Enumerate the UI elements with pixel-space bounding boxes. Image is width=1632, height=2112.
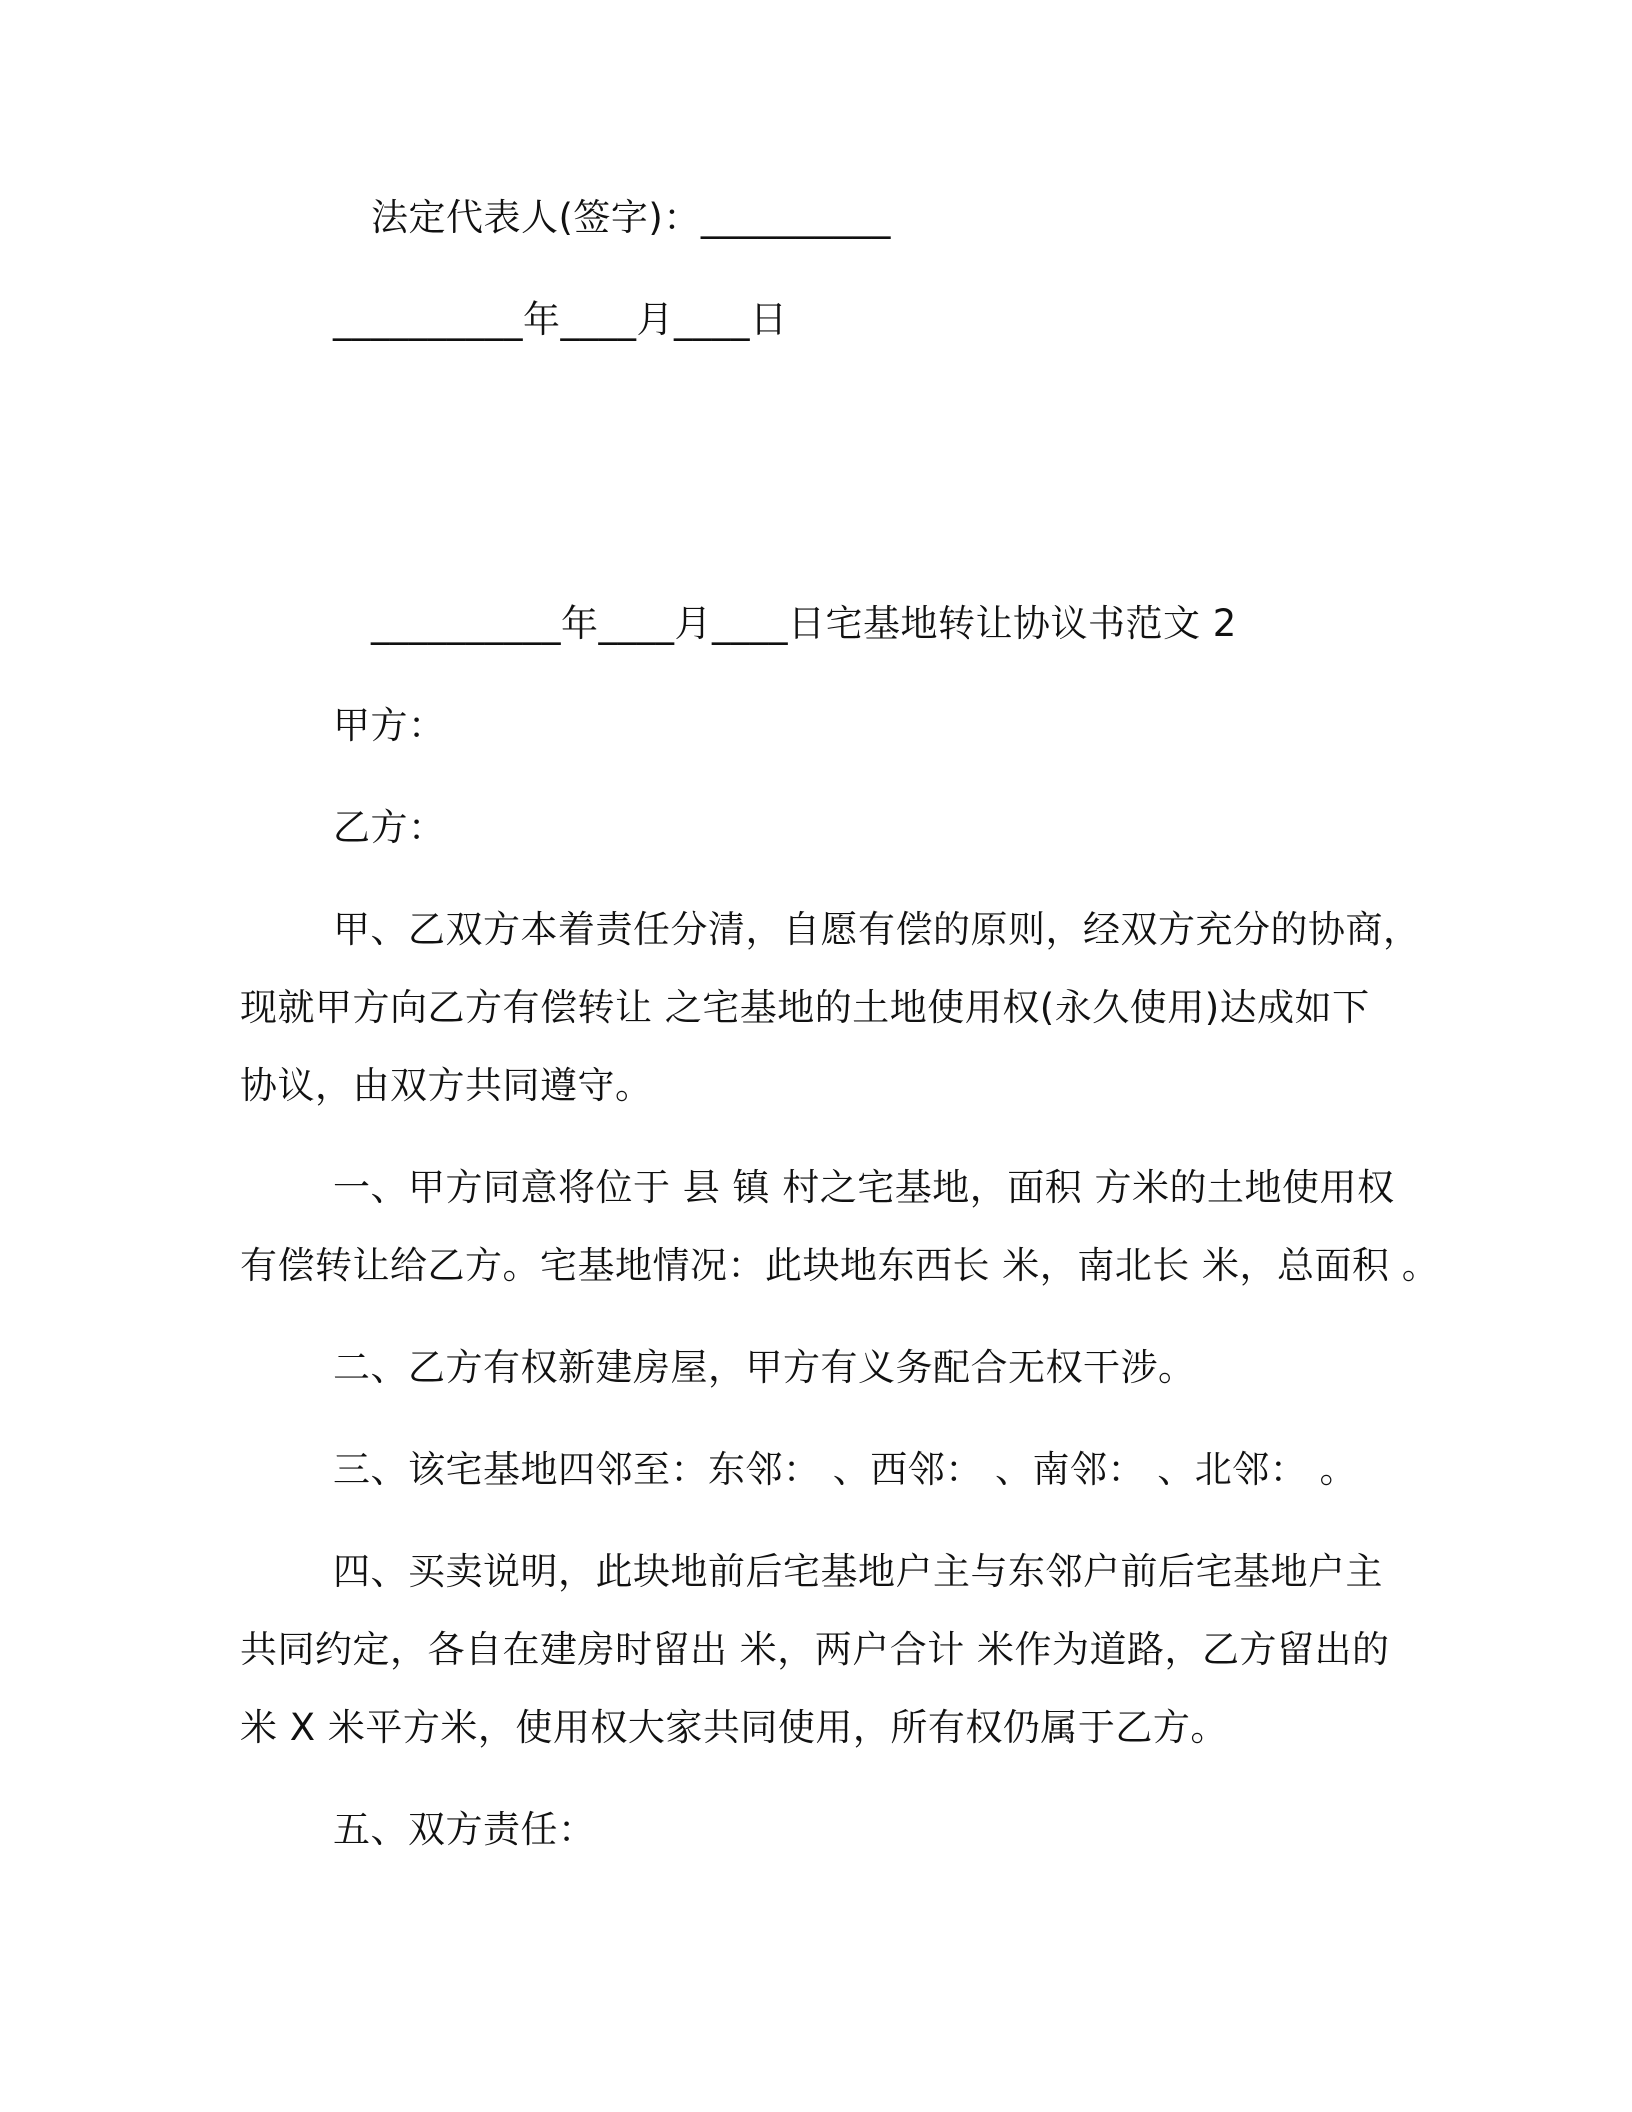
- clause-2: 二、乙方有权新建房屋，甲方有义务配合无权干涉。: [333, 1346, 1196, 1389]
- intro-line-3: 协议，由双方共同遵守。: [240, 1064, 653, 1107]
- clause-5-heading: 五、双方责任：: [333, 1808, 596, 1851]
- document-title: __________年____月____日宅基地转让协议书范文 2: [371, 602, 1237, 645]
- signature-line: 法定代表人(签字)：__________: [371, 196, 891, 239]
- clause-4-line-1: 四、买卖说明，此块地前后宅基地户主与东邻户前后宅基地户主: [333, 1550, 1383, 1593]
- clause-1-line-1: 一、甲方同意将位于 县 镇 村之宅基地，面积 方米的土地使用权: [333, 1166, 1395, 1209]
- party-a-label: 甲方：: [333, 704, 446, 747]
- clause-1-line-2: 有偿转让给乙方。宅基地情况：此块地东西长 米，南北长 米，总面积 。: [240, 1244, 1440, 1287]
- intro-line-2: 现就甲方向乙方有偿转让 之宅基地的土地使用权(永久使用)达成如下: [240, 986, 1370, 1029]
- clause-3: 三、该宅基地四邻至：东邻： 、西邻： 、南邻： 、北邻： 。: [333, 1448, 1358, 1491]
- date-line: __________年____月____日: [333, 298, 788, 341]
- clause-4-line-2: 共同约定，各自在建房时留出 米，两户合计 米作为道路，乙方留出的: [240, 1628, 1390, 1671]
- party-b-label: 乙方：: [333, 806, 446, 849]
- clause-4-line-3: 米 X 米平方米，使用权大家共同使用，所有权仍属于乙方。: [240, 1706, 1228, 1749]
- intro-line-1: 甲、乙双方本着责任分清，自愿有偿的原则，经双方充分的协商，: [333, 908, 1421, 951]
